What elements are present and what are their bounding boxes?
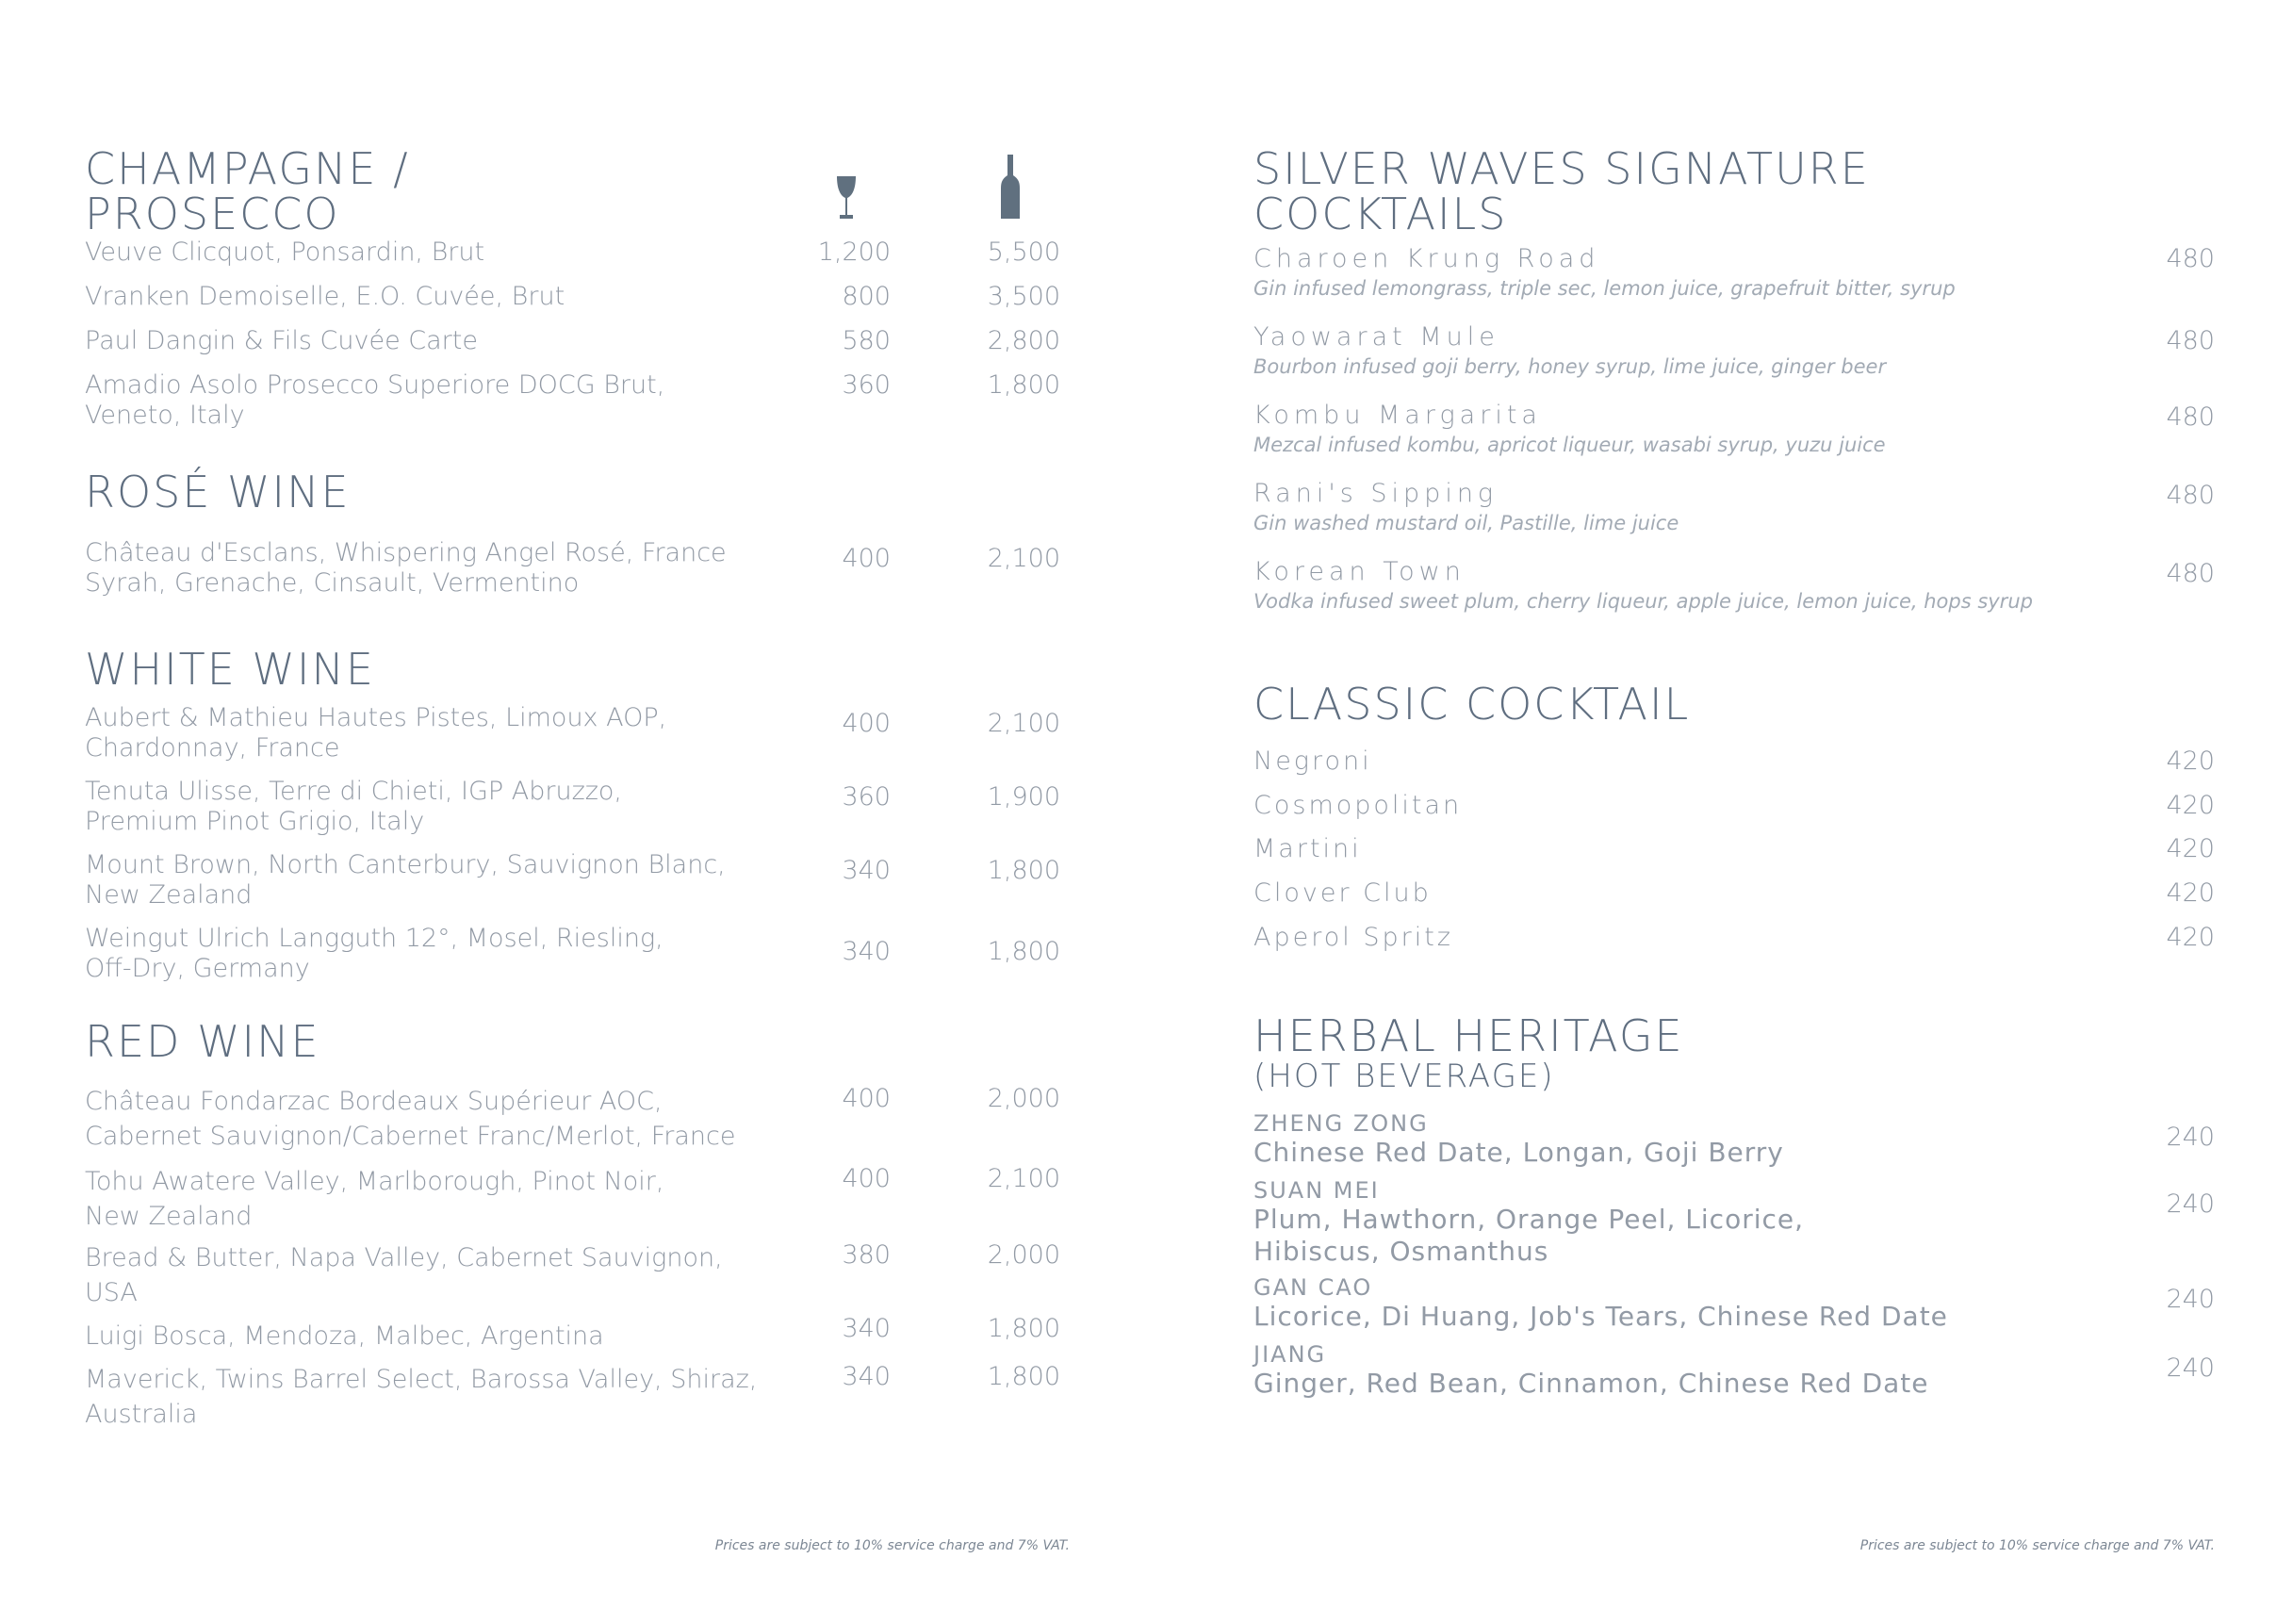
herbal-subtitle: (HOT BEVERAGE) — [1253, 1058, 1555, 1095]
item-name-line2: Off-Dry, Germany — [85, 954, 310, 983]
cocktail-name: Yaowarat Mule — [1253, 322, 1499, 352]
menu-item — [85, 703, 1060, 763]
menu-item — [85, 777, 1060, 837]
cocktail-price: 420 — [2166, 878, 2215, 908]
bottle-price: 2,800 — [987, 326, 1060, 355]
cocktail-name: Rani's Sipping — [1253, 479, 1499, 508]
glass-price: 580 — [842, 326, 891, 355]
menu-item — [85, 1362, 1060, 1432]
item-name: Amadio Asolo Prosecco Superiore DOCG Brut, — [85, 370, 665, 400]
bottle-price: 1,800 — [987, 937, 1060, 966]
glass-price: 400 — [842, 1084, 891, 1113]
wine-glass-icon — [834, 175, 859, 221]
cocktail-item — [1253, 746, 2215, 778]
bottle-price: 2,100 — [987, 709, 1060, 738]
cocktail-item — [1253, 556, 2215, 615]
bottle-price: 5,500 — [987, 238, 1060, 267]
glass-price: 1,200 — [817, 238, 891, 267]
cocktail-item — [1253, 833, 2215, 865]
cocktail-item — [1253, 400, 2215, 458]
item-name: Château Fondarzac Bordeaux Supérieur AOC, — [85, 1087, 663, 1116]
herbal-ingredients: Plum, Hawthorn, Orange Peel, Licorice, Hibiscus, Osmanthus — [1253, 1204, 1805, 1267]
cocktail-item — [1253, 478, 2215, 536]
bottle-price: 3,500 — [987, 282, 1060, 311]
champagne-title-line1: CHAMPAGNE / — [85, 143, 410, 194]
herbal-price: 240 — [2166, 1123, 2215, 1152]
champagne-title — [85, 143, 410, 239]
signature-title-line1: SILVER WAVES SIGNATURE — [1253, 143, 1870, 194]
rose-title: ROSÉ WINE — [85, 467, 351, 517]
herbal-name: SUAN MEI — [1253, 1177, 1380, 1204]
glass-price: 360 — [842, 782, 891, 812]
cocktail-name: Korean Town — [1253, 557, 1466, 586]
item-name: Aubert & Mathieu Hautes Pistes, Limoux AOP, — [85, 703, 667, 732]
cocktail-price: 420 — [2166, 791, 2215, 820]
herbal-ingredients: Ginger, Red Bean, Cinnamon, Chinese Red Date — [1253, 1368, 1929, 1399]
herbal-price: 240 — [2166, 1189, 2215, 1219]
herbal-name: ZHENG ZONG — [1253, 1110, 1429, 1137]
cocktail-price: 480 — [2166, 402, 2215, 432]
herbal-ingredients: Chinese Red Date, Longan, Goji Berry — [1253, 1137, 1784, 1168]
menu-item — [85, 850, 1060, 910]
cocktail-description: Vodka infused sweet plum, cherry liqueur, apple juice, lemon juice, hops syrup — [1253, 590, 2033, 613]
cocktail-price: 420 — [2166, 923, 2215, 952]
signature-title — [1253, 143, 1870, 239]
champagne-title-line2: PROSECCO — [85, 189, 340, 239]
bottle-price: 2,000 — [987, 1240, 1060, 1270]
item-name: Luigi Bosca, Mendoza, Malbec, Argentina — [85, 1321, 604, 1351]
glass-price: 400 — [842, 709, 891, 738]
bottle-price: 1,900 — [987, 782, 1060, 812]
item-name-line2: Syrah, Grenache, Cinsault, Vermentino — [85, 568, 580, 598]
glass-price: 800 — [842, 282, 891, 311]
herbal-item — [1253, 1274, 2215, 1333]
bottle-price: 1,800 — [987, 856, 1060, 885]
item-name-line2: Premium Pinot Grigio, Italy — [85, 807, 425, 836]
item-name: Veuve Clicquot, Ponsardin, Brut — [85, 238, 485, 267]
wine-bottle-icon — [999, 155, 1022, 221]
item-name: Tohu Awatere Valley, Marlborough, Pinot Noir, — [85, 1167, 664, 1196]
herbal-price: 240 — [2166, 1353, 2215, 1383]
cocktail-item — [1253, 878, 2215, 910]
herbal-price: 240 — [2166, 1285, 2215, 1314]
cocktail-price: 480 — [2166, 559, 2215, 588]
cocktail-description: Mezcal infused kombu, apricot liqueur, wasabi syrup, yuzu juice — [1253, 434, 1886, 456]
menu-item — [85, 238, 1060, 268]
glass-price: 340 — [842, 1314, 891, 1343]
bottle-price: 1,800 — [987, 1362, 1060, 1391]
glass-price: 400 — [842, 544, 891, 573]
white-title: WHITE WINE — [85, 644, 375, 695]
service-charge-note: Prices are subject to 10% service charge and 7% VAT. — [1859, 1538, 2215, 1553]
cocktail-name: Cosmopolitan — [1253, 791, 1463, 820]
item-name: Tenuta Ulisse, Terre di Chieti, IGP Abruzzo, — [85, 777, 623, 806]
menu-item — [85, 1314, 1060, 1353]
menu-item — [85, 370, 1060, 431]
cocktail-name: Negroni — [1253, 746, 1372, 776]
herbal-item — [1253, 1110, 2215, 1169]
item-name: Mount Brown, North Canterbury, Sauvignon Blanc, — [85, 850, 726, 879]
item-name: Vranken Demoiselle, E.O. Cuvée, Brut — [85, 282, 565, 311]
cocktail-name: Clover Club — [1253, 878, 1432, 908]
herbal-title: HERBAL HERITAGE — [1253, 1010, 1684, 1061]
classic-title: CLASSIC COCKTAIL — [1253, 679, 1691, 730]
item-name: Weingut Ulrich Langguth 12°, Mosel, Riesling, — [85, 924, 663, 953]
menu-item — [85, 1240, 1060, 1310]
cocktail-name: Aperol Spritz — [1253, 923, 1453, 952]
item-name-line2: USA — [85, 1278, 138, 1307]
cocktail-name: Kombu Margarita — [1253, 401, 1542, 430]
item-name-line2: New Zealand — [85, 1202, 253, 1231]
menu-item — [85, 538, 1060, 599]
item-name-line2: Chardonnay, France — [85, 733, 340, 763]
item-name: Paul Dangin & Fils Cuvée Carte — [85, 326, 478, 355]
item-name-line2: Cabernet Sauvignon/Cabernet Franc/Merlot, France — [85, 1122, 736, 1151]
bottle-price: 1,800 — [987, 1314, 1060, 1343]
cocktail-description: Gin infused lemongrass, triple sec, lemon juice, grapefruit bitter, syrup — [1253, 277, 1956, 300]
bottle-price: 2,100 — [987, 544, 1060, 573]
signature-title-line2: COCKTAILS — [1253, 189, 1508, 239]
menu-item — [85, 924, 1060, 984]
item-name: Château d'Esclans, Whispering Angel Rosé, France — [85, 538, 727, 567]
menu-item — [85, 326, 1060, 356]
herbal-name: GAN CAO — [1253, 1274, 1373, 1301]
cocktail-price: 480 — [2166, 244, 2215, 273]
bottle-price: 1,800 — [987, 370, 1060, 400]
bottle-price: 2,100 — [987, 1164, 1060, 1193]
herbal-ingredients: Licorice, Di Huang, Job's Tears, Chinese Red Date — [1253, 1301, 1948, 1332]
item-name: Bread & Butter, Napa Valley, Cabernet Sauvignon, — [85, 1243, 723, 1272]
item-name-line2: New Zealand — [85, 880, 253, 910]
cocktail-name: Martini — [1253, 834, 1362, 863]
menu-item — [85, 1164, 1060, 1234]
herbal-name: JIANG — [1253, 1341, 1327, 1368]
cocktail-item — [1253, 321, 2215, 380]
cocktail-item — [1253, 243, 2215, 302]
cocktail-price: 480 — [2166, 326, 2215, 355]
menu-item — [85, 282, 1060, 312]
cocktail-item — [1253, 922, 2215, 954]
cocktail-price: 420 — [2166, 834, 2215, 863]
glass-price: 400 — [842, 1164, 891, 1193]
item-name: Maverick, Twins Barrel Select, Barossa Valley, Shiraz, — [85, 1365, 758, 1394]
herbal-item — [1253, 1177, 2215, 1268]
red-title: RED WINE — [85, 1016, 320, 1067]
item-name-line2: Australia — [85, 1400, 198, 1429]
glass-price: 340 — [842, 1362, 891, 1391]
cocktail-price: 480 — [2166, 481, 2215, 510]
cocktail-description: Bourbon infused goji berry, honey syrup, lime juice, ginger beer — [1253, 355, 1887, 378]
cocktail-item — [1253, 790, 2215, 822]
service-charge-note: Prices are subject to 10% service charge and 7% VAT. — [714, 1538, 1070, 1553]
herbal-item — [1253, 1341, 2215, 1400]
item-name-line2: Veneto, Italy — [85, 401, 245, 430]
glass-price: 360 — [842, 370, 891, 400]
cocktail-price: 420 — [2166, 746, 2215, 776]
cocktail-description: Gin washed mustard oil, Pastille, lime juice — [1253, 512, 1679, 534]
menu-item — [85, 1084, 1060, 1154]
cocktail-name: Charoen Krung Road — [1253, 244, 1600, 273]
glass-price: 380 — [842, 1240, 891, 1270]
bottle-price: 2,000 — [987, 1084, 1060, 1113]
glass-price: 340 — [842, 937, 891, 966]
glass-price: 340 — [842, 856, 891, 885]
